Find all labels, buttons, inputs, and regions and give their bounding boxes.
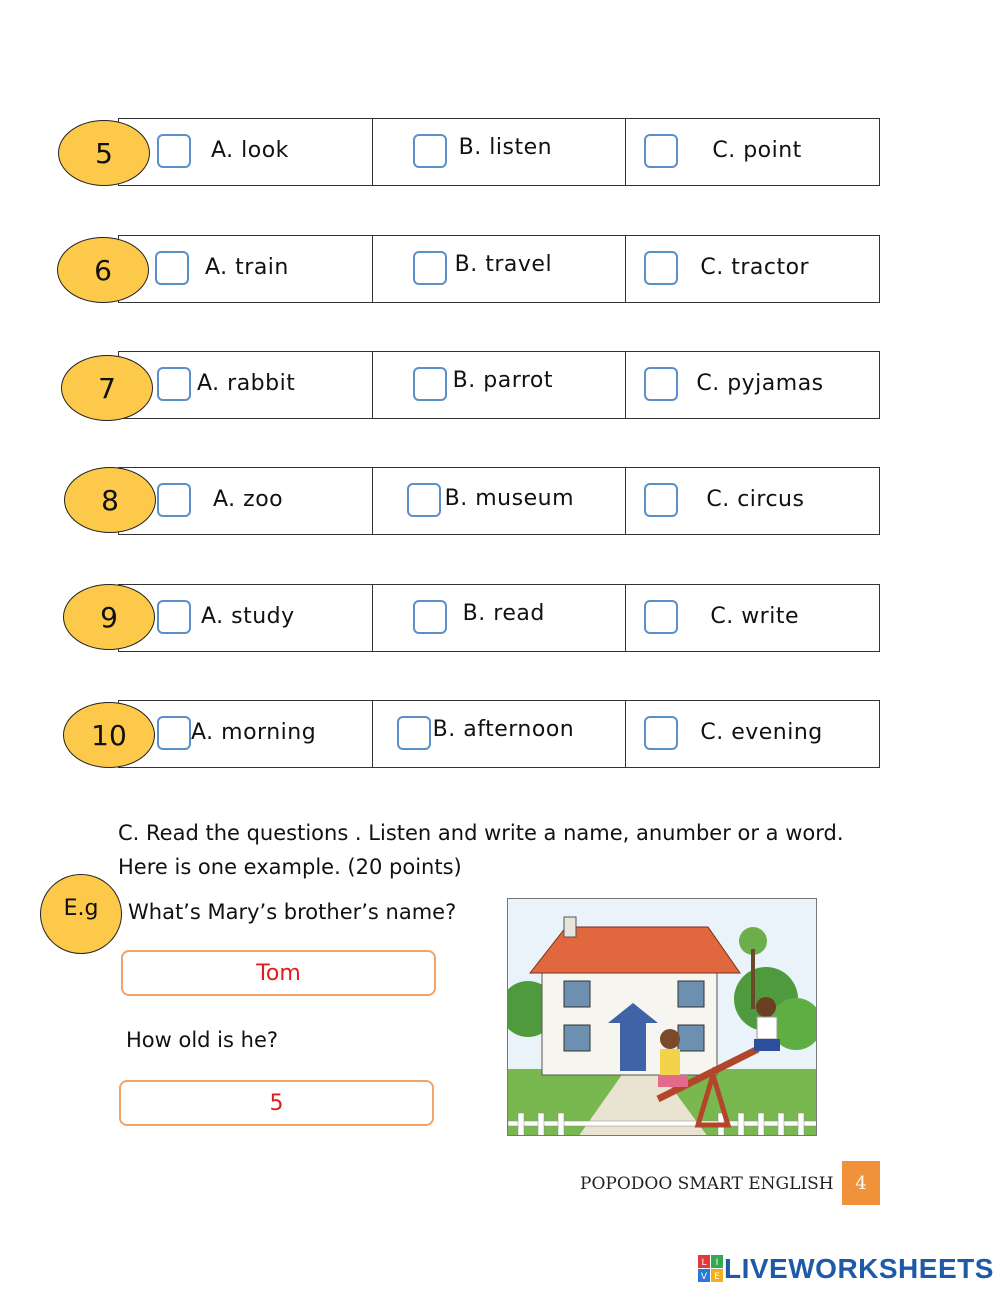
option-cell-b[interactable] bbox=[373, 585, 627, 651]
option-cell-b[interactable] bbox=[373, 701, 627, 767]
question-number-badge: 5 bbox=[58, 120, 150, 186]
option-cell-c[interactable] bbox=[626, 585, 879, 651]
option-cell-c[interactable] bbox=[626, 701, 879, 767]
option-label: C. point bbox=[712, 138, 802, 163]
brand-icon-letter: E bbox=[714, 1272, 720, 1282]
option-cell-c[interactable] bbox=[626, 352, 879, 418]
option-checkbox[interactable] bbox=[413, 600, 447, 634]
option-label: B. listen bbox=[458, 135, 553, 160]
liveworksheets-icon bbox=[698, 1255, 724, 1283]
option-cell-a[interactable] bbox=[119, 236, 373, 302]
house-seesaw-illustration bbox=[507, 898, 817, 1136]
option-label: C. circus bbox=[706, 487, 805, 512]
option-label: B. parrot bbox=[452, 368, 554, 393]
liveworksheets-logo[interactable] bbox=[698, 1253, 994, 1285]
brand-icon-letter: L bbox=[701, 1258, 707, 1268]
option-checkbox[interactable] bbox=[413, 367, 447, 401]
option-checkbox[interactable] bbox=[157, 716, 191, 750]
footer-publisher: POPODOO SMART ENGLISH bbox=[580, 1174, 834, 1194]
option-label: B. museum bbox=[444, 486, 574, 511]
section-instruction-line2: Here is one example. (20 points) bbox=[118, 855, 462, 879]
question-row-10 bbox=[118, 700, 880, 768]
option-checkbox[interactable] bbox=[157, 483, 191, 517]
option-checkbox[interactable] bbox=[644, 251, 678, 285]
example-badge: E.g bbox=[40, 874, 122, 954]
option-label: C. tractor bbox=[700, 255, 810, 280]
option-checkbox[interactable] bbox=[407, 483, 441, 517]
option-label: A. morning bbox=[191, 720, 317, 745]
option-checkbox[interactable] bbox=[644, 483, 678, 517]
option-label: A. zoo bbox=[213, 487, 284, 512]
option-cell-c[interactable] bbox=[626, 236, 879, 302]
question-number-badge: 8 bbox=[64, 467, 156, 533]
option-cell-b[interactable] bbox=[373, 119, 627, 185]
question-row-5 bbox=[118, 118, 880, 186]
illustration-svg bbox=[508, 899, 817, 1136]
question-number-badge: 10 bbox=[63, 702, 155, 768]
option-label: B. travel bbox=[454, 252, 553, 277]
option-checkbox[interactable] bbox=[157, 134, 191, 168]
option-checkbox[interactable] bbox=[413, 251, 447, 285]
option-checkbox[interactable] bbox=[644, 134, 678, 168]
option-checkbox[interactable] bbox=[397, 716, 431, 750]
option-checkbox[interactable] bbox=[644, 716, 678, 750]
question-row-9 bbox=[118, 584, 880, 652]
option-checkbox[interactable] bbox=[644, 600, 678, 634]
brand-icon-letter: V bbox=[700, 1272, 708, 1282]
example-answer-2-field[interactable]: 5 bbox=[119, 1080, 434, 1126]
option-cell-a[interactable] bbox=[119, 468, 373, 534]
question-number-badge: 7 bbox=[61, 355, 153, 421]
question-row-8 bbox=[118, 467, 880, 535]
question-row-6 bbox=[118, 235, 880, 303]
option-checkbox[interactable] bbox=[644, 367, 678, 401]
page-number: 4 bbox=[842, 1161, 880, 1205]
option-label: A. train bbox=[205, 255, 289, 280]
option-cell-a[interactable] bbox=[119, 701, 373, 767]
option-label: C. pyjamas bbox=[696, 371, 824, 396]
question-row-7 bbox=[118, 351, 880, 419]
example-question-2: How old is he? bbox=[126, 1028, 279, 1052]
option-cell-b[interactable] bbox=[373, 468, 627, 534]
example-answer-1-field[interactable]: Tom bbox=[121, 950, 436, 996]
option-cell-a[interactable] bbox=[119, 119, 373, 185]
option-checkbox[interactable] bbox=[157, 367, 191, 401]
option-cell-c[interactable] bbox=[626, 468, 879, 534]
option-checkbox[interactable] bbox=[155, 251, 189, 285]
option-label: B. afternoon bbox=[432, 717, 575, 742]
liveworksheets-wordmark: LIVEWORKSHEETS bbox=[724, 1253, 994, 1284]
option-label: A. look bbox=[211, 138, 289, 163]
option-cell-b[interactable] bbox=[373, 352, 627, 418]
question-number-badge: 6 bbox=[57, 237, 149, 303]
brand-icon-letter: I bbox=[715, 1258, 719, 1268]
section-instruction-line1: C. Read the questions . Listen and write a name, anumber or a word. bbox=[118, 821, 844, 845]
option-cell-a[interactable] bbox=[119, 585, 373, 651]
option-label: C. evening bbox=[700, 720, 823, 745]
option-checkbox[interactable] bbox=[413, 134, 447, 168]
option-cell-c[interactable] bbox=[626, 119, 879, 185]
option-label: B. read bbox=[462, 601, 545, 626]
option-label: A. rabbit bbox=[197, 371, 296, 396]
question-number-badge: 9 bbox=[63, 584, 155, 650]
option-cell-a[interactable] bbox=[119, 352, 373, 418]
example-question-1: What’s Mary’s brother’s name? bbox=[128, 900, 457, 924]
option-checkbox[interactable] bbox=[157, 600, 191, 634]
option-label: A. study bbox=[201, 604, 295, 629]
option-label: C. write bbox=[710, 604, 800, 629]
option-cell-b[interactable] bbox=[373, 236, 627, 302]
